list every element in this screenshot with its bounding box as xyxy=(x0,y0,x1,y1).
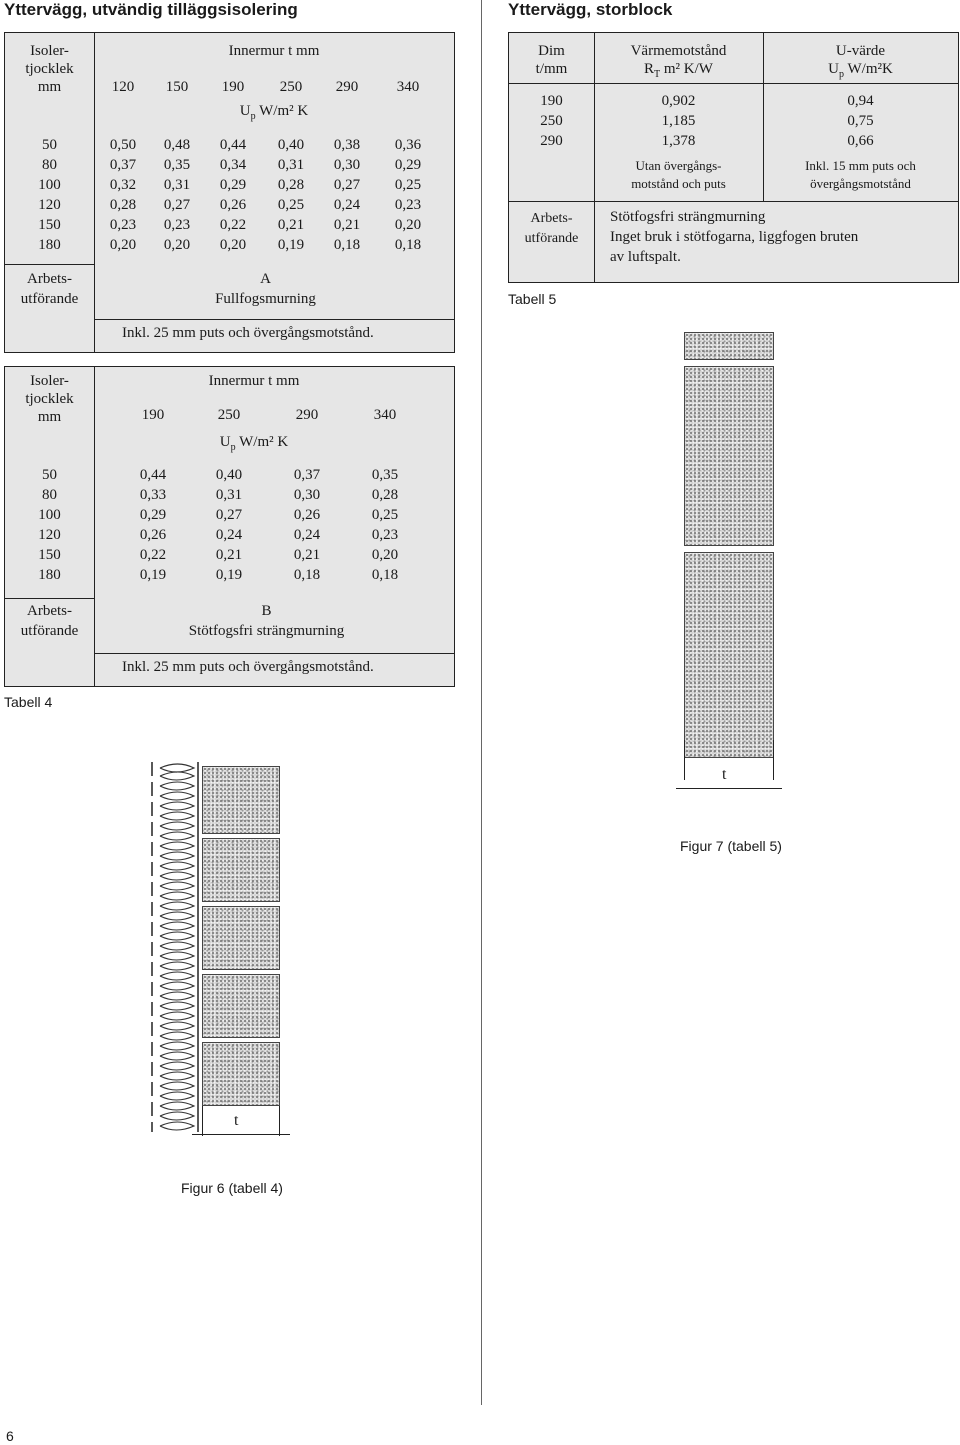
table-b-cell: 0,18 xyxy=(293,567,321,583)
table-b-unit: $U_p$ W/m² K xyxy=(219,434,289,453)
table-b-cell: 0,20 xyxy=(371,547,399,563)
table-a-note-rule xyxy=(94,319,454,320)
table-a-cell: 0,37 xyxy=(109,157,137,173)
insulation-coil xyxy=(160,972,194,980)
table-a-note: Inkl. 25 mm puts och övergångsmotstånd. xyxy=(122,325,374,341)
insulation-coil xyxy=(160,1022,194,1030)
table-b-cell: 0,29 xyxy=(139,507,167,523)
figure-7-block-1 xyxy=(684,366,774,546)
table-b-cell: 0,18 xyxy=(371,567,399,583)
table-a-cell: 0,21 xyxy=(333,217,361,233)
table-a-cell: 0,28 xyxy=(109,197,137,213)
table-b-cell: 0,37 xyxy=(293,467,321,483)
table-b-col-header: 340 xyxy=(373,407,397,423)
table-b-isol-3: mm xyxy=(37,409,62,425)
insulation-coil xyxy=(160,832,194,840)
insulation-coil xyxy=(160,1112,194,1120)
figure-7-dim-label: t xyxy=(722,766,727,783)
table-a-cell: 0,27 xyxy=(163,197,191,213)
insulation-coil xyxy=(160,852,194,860)
table-b-row-label: 50 xyxy=(42,467,57,483)
table-5-r-header: Värmemotstånd xyxy=(630,43,727,59)
table-b-cell: 0,19 xyxy=(139,567,167,583)
table-5-r-value: 1,185 xyxy=(661,113,696,129)
table-5-method-1: Stötfogsfri strängmurning xyxy=(610,209,766,225)
insulation-coil xyxy=(160,1002,194,1010)
insulation-coil xyxy=(160,1072,194,1080)
table-b-cell: 0,44 xyxy=(139,467,167,483)
table-a-col-header: 120 xyxy=(111,79,135,95)
insulation-coil xyxy=(160,982,194,990)
table-a-cell: 0,30 xyxy=(333,157,361,173)
insulation-coil xyxy=(160,882,194,890)
table-a-unit: $U_p$ W/m² K xyxy=(239,103,309,122)
table-5-arb-2: utförande xyxy=(524,231,579,246)
table-b-row-label: 100 xyxy=(38,507,61,523)
table-b-cell: 0,40 xyxy=(215,467,243,483)
table-b-left-rule xyxy=(5,598,94,599)
insulation-coil xyxy=(160,1082,194,1090)
table-b-method-name: Stötfogsfri strängmurning xyxy=(188,623,345,639)
insulation-coil xyxy=(160,912,194,920)
table-a-arb-2: utförande xyxy=(20,291,79,307)
insulation-coil xyxy=(160,1052,194,1060)
table-a-cell: 0,25 xyxy=(394,177,422,193)
table-a-row-label: 100 xyxy=(38,177,61,193)
table-b-cell: 0,24 xyxy=(293,527,321,543)
table-b-arb-1: Arbets- xyxy=(27,603,72,619)
table-5-u-note-2: övergångsmotstånd xyxy=(810,176,911,191)
insulation-coil xyxy=(160,1092,194,1100)
table-b-row-label: 120 xyxy=(38,527,61,543)
table-a-cell: 0,44 xyxy=(219,137,247,153)
table-b-cell: 0,21 xyxy=(293,547,321,563)
table-b-note: Inkl. 25 mm puts och övergångsmotstånd. xyxy=(122,659,374,675)
table-b-note-rule xyxy=(94,653,454,654)
table-5-arb-1: Arbets- xyxy=(530,211,573,226)
table-b-col-header: 290 xyxy=(295,407,319,423)
figure-7-dim-line xyxy=(676,788,782,789)
table-a-isol-3: mm xyxy=(37,79,62,95)
table-b-arb-2: utförande xyxy=(20,623,79,639)
table-b xyxy=(4,366,455,687)
table-b-inner-header: Innermur t mm xyxy=(208,373,300,389)
table-a-cell: 0,24 xyxy=(333,197,361,213)
table-5 xyxy=(508,32,959,283)
insulation-coil xyxy=(160,862,194,870)
table-a-inner-header: Innermur t mm xyxy=(228,43,320,59)
figure-7-block-2 xyxy=(684,552,774,758)
table-b-cell: 0,35 xyxy=(371,467,399,483)
insulation-coil xyxy=(160,792,194,800)
table-b-cell: 0,30 xyxy=(293,487,321,503)
figure-6-dim-ext-right xyxy=(279,1106,280,1136)
table-b-cell: 0,26 xyxy=(139,527,167,543)
insulation-coil xyxy=(160,902,194,910)
insulation-coil xyxy=(160,962,194,970)
insulation-coil xyxy=(160,872,194,880)
table-a-cell: 0,18 xyxy=(333,237,361,253)
table-a-col-header: 250 xyxy=(279,79,303,95)
table-b-cell: 0,19 xyxy=(215,567,243,583)
table-a-cell: 0,29 xyxy=(219,177,247,193)
table-a-row-label: 120 xyxy=(38,197,61,213)
insulation-coil xyxy=(160,992,194,1000)
table-a-cell: 0,28 xyxy=(277,177,305,193)
table-a-cell: 0,20 xyxy=(394,217,422,233)
figure-6-caption: Figur 6 (tabell 4) xyxy=(181,1180,283,1196)
table-5-r-value: 0,902 xyxy=(661,93,696,109)
insulation-coil xyxy=(160,1042,194,1050)
table-5-caption: Tabell 5 xyxy=(508,291,557,307)
figure-6-dim-ext-left xyxy=(202,1106,203,1136)
table-a-cell: 0,38 xyxy=(333,137,361,153)
table-a-cell: 0,31 xyxy=(163,177,191,193)
table-b-cell: 0,24 xyxy=(215,527,243,543)
table-a-method-letter: A xyxy=(260,271,271,287)
table-b-cell: 0,25 xyxy=(371,507,399,523)
table-b-cell: 0,28 xyxy=(371,487,399,503)
figure-6-block-5 xyxy=(202,1042,280,1106)
table-a-cell: 0,50 xyxy=(109,137,137,153)
table-a-cell: 0,19 xyxy=(277,237,305,253)
table-a-row-label: 150 xyxy=(38,217,61,233)
table-5-method-2: Inget bruk i stötfogarna, liggfogen bruten xyxy=(610,229,859,245)
insulation-coil xyxy=(160,842,194,850)
table-5-u-value: 0,66 xyxy=(847,133,874,149)
table-a-cell: 0,40 xyxy=(277,137,305,153)
table-a-col-header: 190 xyxy=(221,79,245,95)
figure-7-top-block xyxy=(684,332,774,360)
figure-6-dim-label: t xyxy=(234,1112,239,1129)
table-5-r-note-1: Utan övergångs- xyxy=(635,158,722,173)
table-b-row-label: 80 xyxy=(42,487,57,503)
table-b-cell: 0,22 xyxy=(139,547,167,563)
table-a-method-name: Fullfogsmurning xyxy=(215,291,316,307)
table-a-cell: 0,23 xyxy=(163,217,191,233)
table-a-cell: 0,27 xyxy=(333,177,361,193)
table-5-u-note-1: Inkl. 15 mm puts och xyxy=(805,158,916,173)
table-5-method-3: av luftspalt. xyxy=(610,249,681,265)
figure-7-dim-ext-left xyxy=(684,740,685,780)
table-4-caption: Tabell 4 xyxy=(4,694,53,710)
table-a-cell: 0,29 xyxy=(394,157,422,173)
insulation-coil xyxy=(160,772,194,780)
table-a xyxy=(4,32,455,353)
table-5-body-rule xyxy=(509,201,958,202)
figure-6-dim-line xyxy=(192,1134,290,1135)
table-b-isol-2: tjocklek xyxy=(25,391,74,407)
insulation-coil xyxy=(160,922,194,930)
insulation-coil xyxy=(160,1122,194,1130)
insulation-coil xyxy=(160,1062,194,1070)
table-5-r-unit: $R_T$ m² K/W xyxy=(644,61,713,80)
table-a-cell: 0,20 xyxy=(163,237,191,253)
table-a-cell: 0,20 xyxy=(109,237,137,253)
table-b-cell: 0,27 xyxy=(215,507,243,523)
table-5-dim-1: Dim xyxy=(538,43,565,59)
table-a-col-header: 340 xyxy=(396,79,420,95)
insulation-coil xyxy=(160,812,194,820)
table-5-r-note-2: motstånd och puts xyxy=(631,176,726,191)
figure-6-block-3 xyxy=(202,906,280,970)
table-a-cell: 0,22 xyxy=(219,217,247,233)
table-5-dim: 290 xyxy=(540,133,563,149)
table-a-cell: 0,31 xyxy=(277,157,305,173)
table-a-cell: 0,34 xyxy=(219,157,247,173)
table-b-col-header: 190 xyxy=(141,407,165,423)
table-a-cell: 0,23 xyxy=(394,197,422,213)
figure-6-block-4 xyxy=(202,974,280,1038)
insulation-coil xyxy=(160,782,194,790)
table-a-row-label: 80 xyxy=(42,157,57,173)
table-5-dim-2: t/mm xyxy=(535,61,568,77)
table-a-cell: 0,26 xyxy=(219,197,247,213)
table-5-r-value: 1,378 xyxy=(661,133,696,149)
figure-6-block-2 xyxy=(202,838,280,902)
table-b-row-label: 150 xyxy=(38,547,61,563)
insulation-coil xyxy=(160,892,194,900)
table-a-cell: 0,48 xyxy=(163,137,191,153)
insulation-coil xyxy=(160,932,194,940)
table-b-cell: 0,26 xyxy=(293,507,321,523)
figure-6-block-1 xyxy=(202,766,280,834)
table-b-row-label: 180 xyxy=(38,567,61,583)
insulation-coil xyxy=(160,822,194,830)
page-number: 6 xyxy=(6,1428,14,1444)
figure-7-caption: Figur 7 (tabell 5) xyxy=(680,838,782,854)
table-a-col-header: 290 xyxy=(335,79,359,95)
table-a-isol-1: Isoler- xyxy=(30,43,69,59)
table-5-dim: 190 xyxy=(540,93,563,109)
figure-7 xyxy=(660,330,800,800)
table-a-arb-1: Arbets- xyxy=(27,271,72,287)
table-a-isol-2: tjocklek xyxy=(25,61,74,77)
table-a-row-label: 180 xyxy=(38,237,61,253)
table-5-u-value: 0,94 xyxy=(847,93,874,109)
insulation-coil xyxy=(160,942,194,950)
figure-6 xyxy=(140,762,300,1142)
insulation-coil xyxy=(160,952,194,960)
table-b-cell: 0,21 xyxy=(215,547,243,563)
table-a-col-header: 150 xyxy=(165,79,189,95)
table-5-u-header: U-värde xyxy=(835,43,886,59)
table-a-row-label: 50 xyxy=(42,137,57,153)
table-b-cell: 0,33 xyxy=(139,487,167,503)
table-b-col-header: 250 xyxy=(217,407,241,423)
table-b-method-letter: B xyxy=(261,603,272,619)
insulation-coil xyxy=(160,1012,194,1020)
table-b-cell: 0,31 xyxy=(215,487,243,503)
left-heading: Yttervägg, utvändig tilläggsisolering xyxy=(4,0,298,19)
table-a-cell: 0,18 xyxy=(394,237,422,253)
table-a-cell: 0,35 xyxy=(163,157,191,173)
table-5-u-value: 0,75 xyxy=(847,113,874,129)
insulation-coil xyxy=(160,1102,194,1110)
insulation-coil xyxy=(160,802,194,810)
table-5-dim: 250 xyxy=(540,113,563,129)
insulation-coil xyxy=(160,1032,194,1040)
figure-7-dim-ext-right xyxy=(773,740,774,780)
table-a-cell: 0,21 xyxy=(277,217,305,233)
table-a-cell: 0,25 xyxy=(277,197,305,213)
table-a-cell: 0,23 xyxy=(109,217,137,233)
table-b-cell: 0,23 xyxy=(371,527,399,543)
table-a-left-rule xyxy=(5,264,94,265)
right-heading: Yttervägg, storblock xyxy=(508,0,673,19)
table-a-cell: 0,32 xyxy=(109,177,137,193)
table-5-header-rule xyxy=(509,83,958,84)
table-a-cell: 0,36 xyxy=(394,137,422,153)
table-b-isol-1: Isoler- xyxy=(30,373,69,389)
table-5-u-unit: $U_p$ W/m²K xyxy=(828,61,893,80)
table-a-cell: 0,20 xyxy=(219,237,247,253)
column-divider xyxy=(481,0,482,1405)
